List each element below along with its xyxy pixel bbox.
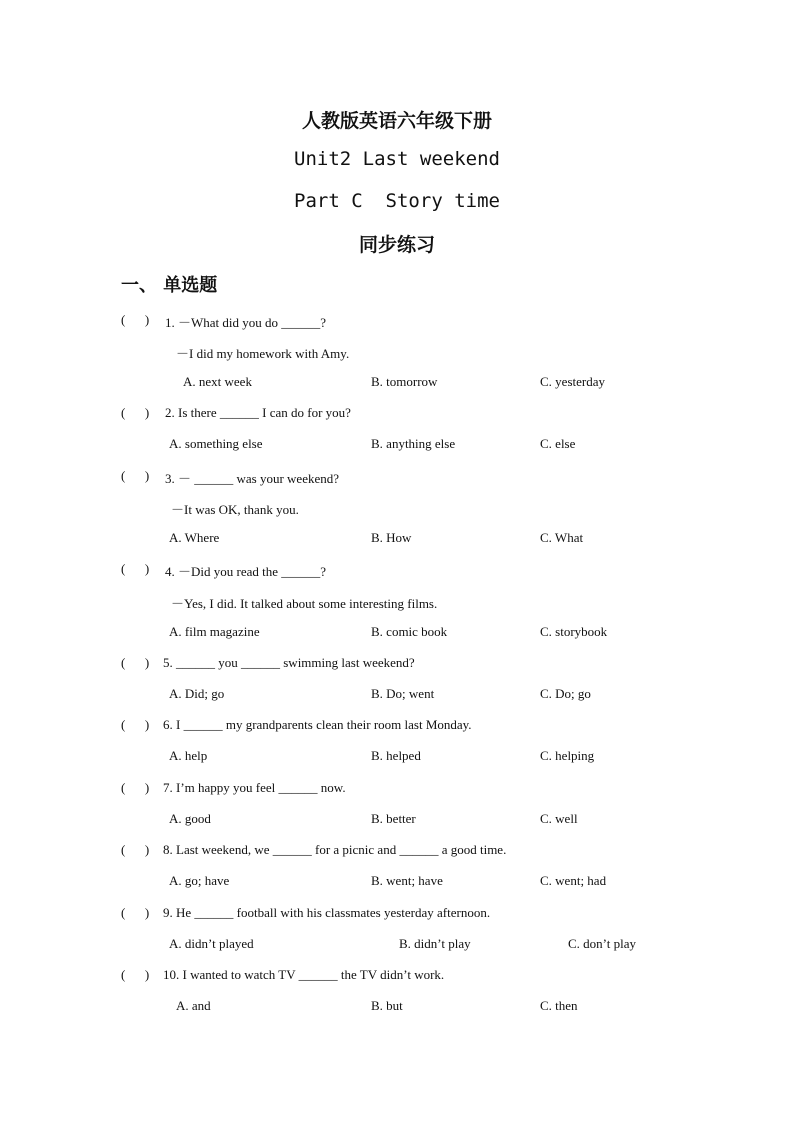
option-b[interactable]: B. tomorrow xyxy=(371,374,438,389)
answer-blank[interactable]: ( ) xyxy=(121,967,150,982)
option-a[interactable]: A. help xyxy=(169,748,208,763)
answer-blank[interactable]: ( ) xyxy=(121,405,150,420)
unit-title: Unit2 Last weekend xyxy=(294,148,500,170)
option-c[interactable]: C. What xyxy=(540,530,584,545)
question-stem: 6. I ______ my grandparents clean their room last Monday. xyxy=(163,717,472,732)
option-c[interactable]: C. well xyxy=(540,811,578,826)
option-a[interactable]: A. something else xyxy=(169,436,263,451)
answer-blank[interactable]: ( ) xyxy=(121,655,150,670)
option-c[interactable]: C. storybook xyxy=(540,624,608,639)
question-stem: 5. ______ you ______ swimming last weekend? xyxy=(163,655,415,670)
option-c[interactable]: C. yesterday xyxy=(540,374,605,389)
option-c[interactable]: C. helping xyxy=(540,748,595,763)
option-a[interactable]: A. film magazine xyxy=(169,624,260,639)
option-a[interactable]: A. go; have xyxy=(169,873,230,888)
option-b[interactable]: B. didn’t play xyxy=(399,936,471,951)
answer-blank[interactable]: ( ) xyxy=(121,717,150,732)
question-reply: －It was OK, thank you. xyxy=(171,502,299,517)
answer-blank[interactable]: ( ) xyxy=(121,905,150,920)
option-b[interactable]: B. went; have xyxy=(371,873,443,888)
option-a[interactable]: A. didn’t played xyxy=(169,936,254,951)
option-a[interactable]: A. next week xyxy=(183,374,252,389)
option-a[interactable]: A. and xyxy=(176,998,211,1013)
option-c[interactable]: C. else xyxy=(540,436,576,451)
option-a[interactable]: A. Did; go xyxy=(169,686,225,701)
practice-title: 同步练习 xyxy=(358,234,435,256)
option-b[interactable]: B. comic book xyxy=(371,624,448,639)
answer-blank[interactable]: ( ) xyxy=(121,312,150,327)
option-b[interactable]: B. but xyxy=(371,998,403,1013)
option-b[interactable]: B. Do; went xyxy=(371,686,435,701)
question-reply: －Yes, I did. It talked about some interesting films. xyxy=(171,596,438,611)
question-reply: －I did my homework with Amy. xyxy=(176,346,350,361)
option-c[interactable]: C. then xyxy=(540,998,578,1013)
section-title: 一、 单选题 xyxy=(121,275,218,296)
option-b[interactable]: B. How xyxy=(371,530,412,545)
option-b[interactable]: B. better xyxy=(371,811,416,826)
part-title: Part C Story time xyxy=(294,190,500,212)
answer-blank[interactable]: ( ) xyxy=(121,842,150,857)
answer-blank[interactable]: ( ) xyxy=(121,561,150,576)
question-stem: 1. －What did you do ______? xyxy=(165,315,327,330)
question-stem: 7. I’m happy you feel ______ now. xyxy=(163,780,346,795)
option-b[interactable]: B. anything else xyxy=(371,436,456,451)
question-stem: 3. － ______ was your weekend? xyxy=(165,471,340,486)
option-b[interactable]: B. helped xyxy=(371,748,421,763)
book-title: 人教版英语六年级下册 xyxy=(301,110,492,132)
question-stem: 2. Is there ______ I can do for you? xyxy=(165,405,351,420)
answer-blank[interactable]: ( ) xyxy=(121,780,150,795)
answer-blank[interactable]: ( ) xyxy=(121,468,150,483)
option-a[interactable]: A. good xyxy=(169,811,211,826)
option-c[interactable]: C. Do; go xyxy=(540,686,591,701)
option-c[interactable]: C. went; had xyxy=(540,873,607,888)
question-stem: 8. Last weekend, we ______ for a picnic and ______ a good time. xyxy=(163,842,507,857)
option-a[interactable]: A. Where xyxy=(169,530,220,545)
option-c[interactable]: C. don’t play xyxy=(568,936,637,951)
question-stem: 10. I wanted to watch TV ______ the TV didn’t work. xyxy=(163,967,445,982)
question-stem: 9. He ______ football with his classmates yesterday afternoon. xyxy=(163,905,491,920)
question-stem: 4. －Did you read the ______? xyxy=(165,564,327,579)
